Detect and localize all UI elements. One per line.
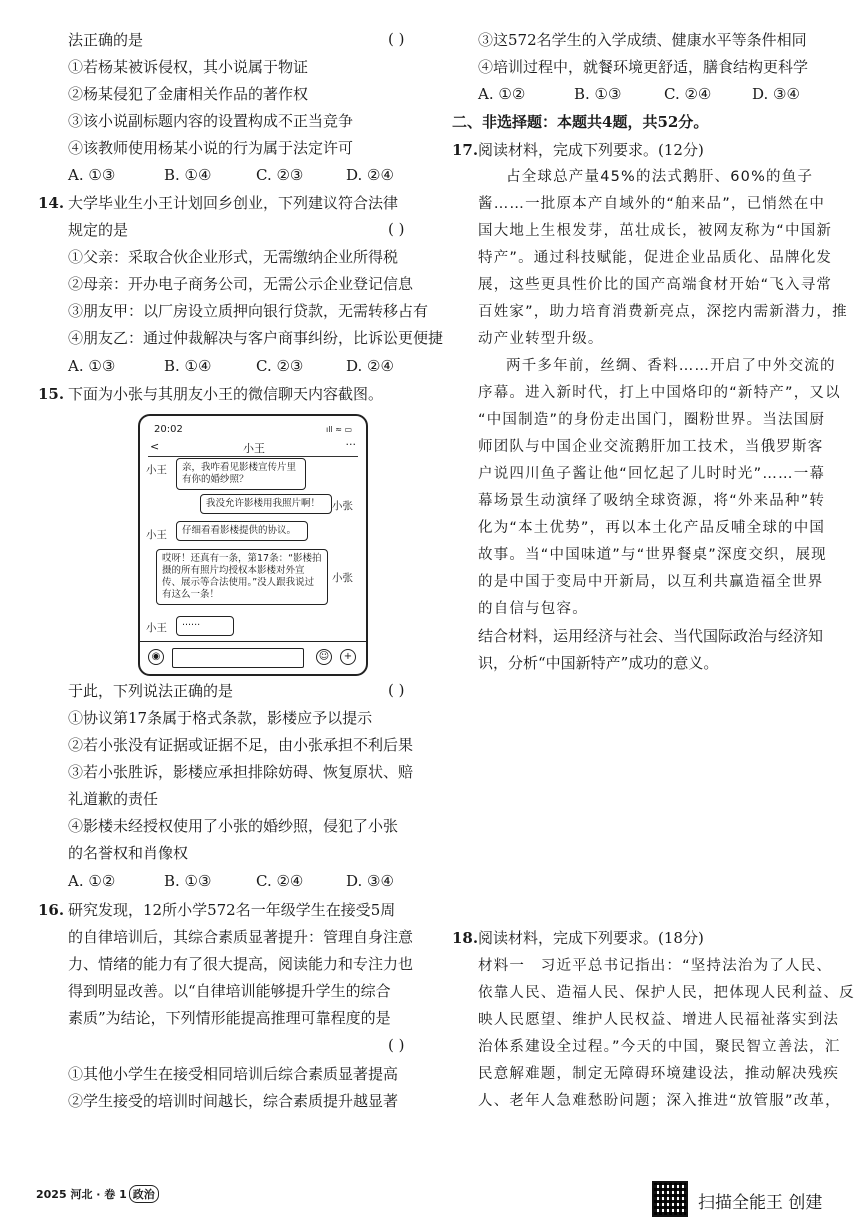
q14-line: ③朋友甲：以厂房设立质押向银行贷款，无需转移占有	[68, 302, 429, 320]
q17-para2: 的是中国于变局中开新局，以互利共赢造福全世界	[478, 574, 824, 590]
message-bubble: 哎呀！还真有一条，第17条：“影楼拍摄的所有照片均授权本影楼对外宣传、展示等合法使用。”没人跟我说过有这么一条！	[156, 549, 328, 605]
q16-line: 的自律培训后，其综合素质显著提升：管理自身注意	[68, 928, 414, 946]
q17-task: 识，分析“中国新特产”成功的意义。	[478, 654, 719, 672]
message-bubble: 我没允许影楼用我照片啊！	[200, 494, 332, 514]
question-number: 14.	[38, 194, 65, 212]
q14-line: ①父亲：采取合伙企业形式，无需缴纳企业所得税	[68, 248, 399, 266]
option-b: B. ①③	[574, 85, 622, 103]
q17-heading: 阅读材料，完成下列要求。(12分)	[478, 141, 704, 159]
option-d: D. ②④	[346, 166, 394, 184]
q16-line: ②学生接受的培训时间越长，综合素质提升越显著	[68, 1092, 399, 1110]
message-bubble: 亲，我咋看见影楼宣传片里有你的婚纱照？	[176, 458, 306, 490]
qr-code-icon	[652, 1181, 688, 1217]
q14-line: ④朋友乙：通过仲裁解决与客户商事纠纷，比诉讼更便捷	[68, 329, 444, 347]
option-a: A. ①②	[68, 872, 116, 890]
q14-line: 大学毕业生小王计划回乡创业，下列建议符合法律	[68, 194, 399, 212]
option-b: B. ①④	[164, 166, 212, 184]
voice-icon[interactable]: ◉	[148, 649, 164, 665]
q17-para2: 户说四川鱼子酱让他“回忆起了儿时时光”……一幕	[478, 466, 826, 482]
q16-line: 素质”为结论，下列情形能提高推理可靠程度的是	[68, 1009, 391, 1027]
option-c: C. ②③	[256, 357, 304, 375]
q13-line: ④该教师使用杨某小说的行为属于法定许可	[68, 139, 354, 157]
q17-para1: 百姓家”，助力培育消费新亮点，深挖内需新潜力，推	[478, 304, 848, 320]
q15-line: ②若小张没有证据或证据不足，由小张承担不利后果	[68, 736, 414, 754]
option-d: D. ③④	[752, 85, 800, 103]
q17-para1: 酱……一批原本产自域外的“舶来品”，已悄然在中	[478, 196, 826, 212]
q14-line: ②母亲：开办电子商务公司，无需公示企业登记信息	[68, 275, 414, 293]
plus-icon[interactable]: +	[340, 649, 356, 665]
wechat-screenshot	[138, 414, 368, 676]
answer-paren: ( )	[388, 220, 405, 238]
more-icon[interactable]: ···	[345, 438, 356, 451]
q15-line: 礼道歉的责任	[68, 790, 159, 808]
q15-line: ④影楼未经授权使用了小张的婚纱照，侵犯了小张	[68, 817, 399, 835]
option-d: D. ②④	[346, 357, 394, 375]
q18-material: 人、老年人急难愁盼问题；深入推进“放管服”改革，	[478, 1093, 841, 1109]
q13-line: ①若杨某被诉侵权，其小说属于物证	[68, 58, 309, 76]
q18-material: 民意解难题，制定无障碍环境建设法，推动解决残疾	[478, 1066, 840, 1082]
answer-paren: ( )	[388, 1036, 405, 1054]
q16-line: ④培训过程中，就餐环境更舒适，膳食结构更科学	[478, 58, 809, 76]
signal-icon: ıll ≈ ▭	[325, 425, 352, 434]
q17-para2: 幕场景生动演绎了吸纳全球资源，将“外来品种”转	[478, 493, 826, 509]
q17-para2: 两千多年前，丝绸、香料……开启了中外交流的	[506, 358, 836, 374]
option-c: C. ②④	[664, 85, 712, 103]
option-c: C. ②③	[256, 166, 304, 184]
question-number: 17.	[452, 141, 479, 159]
answer-paren: ( )	[388, 681, 405, 699]
q17-para1: 展，这些更具性价比的国产高端食材开始“飞入寻常	[478, 277, 833, 293]
q15-line: 的名誉权和肖像权	[68, 844, 189, 862]
sender-name: 小王	[146, 529, 167, 541]
scanner-watermark: 扫描全能王 创建	[698, 1193, 823, 1213]
q16-line: 研究发现，12所小学572名一年级学生在接受5周	[68, 901, 396, 919]
q16-line: 力、情绪的能力有了很大提高，阅读能力和专注力也	[68, 955, 414, 973]
sender-name: 小王	[146, 464, 167, 476]
q14-line: 规定的是	[68, 221, 129, 239]
chat-input-bar	[140, 641, 366, 674]
q13-line: 法正确的是	[68, 31, 144, 49]
option-b: B. ①④	[164, 357, 212, 375]
q17-para2: 师团队与中国企业交流鹅肝加工技术，当俄罗斯客	[478, 439, 824, 455]
back-icon[interactable]: <	[150, 440, 160, 453]
q17-para2: 化为“本土优势”，再以本土化产品反哺全球的中国	[478, 520, 826, 536]
q17-para1: 占全球总产量45%的法式鹅肝、60%的鱼子	[506, 169, 814, 185]
sender-name: 小张	[332, 572, 353, 584]
subject-badge: 政治	[129, 1185, 159, 1203]
contact-name: 小王	[243, 442, 265, 455]
message-input[interactable]	[172, 648, 304, 668]
q18-material: 依靠人民、造福人民、保护人民，把体现人民利益、反	[478, 985, 855, 1001]
q13-line: ③该小说副标题内容的设置构成不正当竞争	[68, 112, 354, 130]
q16-line: ①其他小学生在接受相同培训后综合素质显著提高	[68, 1065, 399, 1083]
status-time: 20:02	[154, 424, 183, 435]
q17-para1: 国大地上生根发芽，茁壮成长，被网友称为“中国新	[478, 223, 833, 239]
q17-para2: 序幕。进入新时代，打上中国烙印的“新特产”，又以	[478, 385, 841, 401]
q18-material: 材料一 习近平总书记指出：“坚持法治为了人民、	[478, 958, 833, 974]
q17-para2: 的自信与包容。	[478, 601, 588, 617]
q16-line: ③这572名学生的入学成绩、健康水平等条件相同	[478, 31, 807, 49]
option-b: B. ①③	[164, 872, 212, 890]
option-d: D. ③④	[346, 872, 394, 890]
q16-line: 得到明显改善。以“自律培训能够提升学生的综合	[68, 982, 391, 1000]
q13-line: ②杨某侵犯了金庸相关作品的著作权	[68, 85, 309, 103]
q17-para1: 动产业转型升级。	[478, 331, 604, 347]
question-number: 15.	[38, 385, 65, 403]
q15-line: 于此，下列说法正确的是	[68, 682, 234, 700]
paper-label: 2025 河北 · 卷 1	[36, 1188, 127, 1201]
message-bubble: 仔细看看影楼提供的协议。	[176, 521, 308, 541]
q18-material: 治体系建设全过程。”今天的中国，聚民智立善法，汇	[478, 1039, 841, 1055]
option-c: C. ②④	[256, 872, 304, 890]
question-number: 16.	[38, 901, 65, 919]
paper-footer	[36, 1185, 159, 1203]
q15-line: 下面为小张与其朋友小王的微信聊天内容截图。	[68, 385, 384, 403]
sender-name: 小王	[146, 622, 167, 634]
option-a: A. ①②	[478, 85, 526, 103]
q17-para2: 故事。当“中国味道”与“世界餐桌”深度交织，展现	[478, 547, 827, 563]
message-bubble: ······	[176, 616, 234, 636]
q17-task: 结合材料，运用经济与社会、当代国际政治与经济知	[478, 627, 824, 645]
q15-line: ①协议第17条属于格式条款，影楼应予以提示	[68, 709, 373, 727]
option-a: A. ①③	[68, 166, 116, 184]
question-number: 18.	[452, 929, 479, 947]
emoji-icon[interactable]: ☺	[316, 649, 332, 665]
chat-nav-bar	[148, 438, 358, 457]
q18-heading: 阅读材料，完成下列要求。(18分)	[478, 929, 704, 947]
section-heading: 二、非选择题：本题共4题，共52分。	[452, 113, 709, 131]
q15-line: ③若小张胜诉，影楼应承担排除妨碍、恢复原状、赔	[68, 763, 414, 781]
answer-paren: ( )	[388, 30, 405, 48]
option-a: A. ①③	[68, 357, 116, 375]
q18-material: 映人民愿望、维护人民权益、增进人民福祉落实到法	[478, 1012, 840, 1028]
q17-para1: 特产”。通过科技赋能，促进企业品质化、品牌化发	[478, 250, 833, 266]
sender-name: 小张	[332, 500, 353, 512]
q17-para2: “中国制造”的身份走出国门，圈粉世界。当法国厨	[478, 412, 826, 428]
